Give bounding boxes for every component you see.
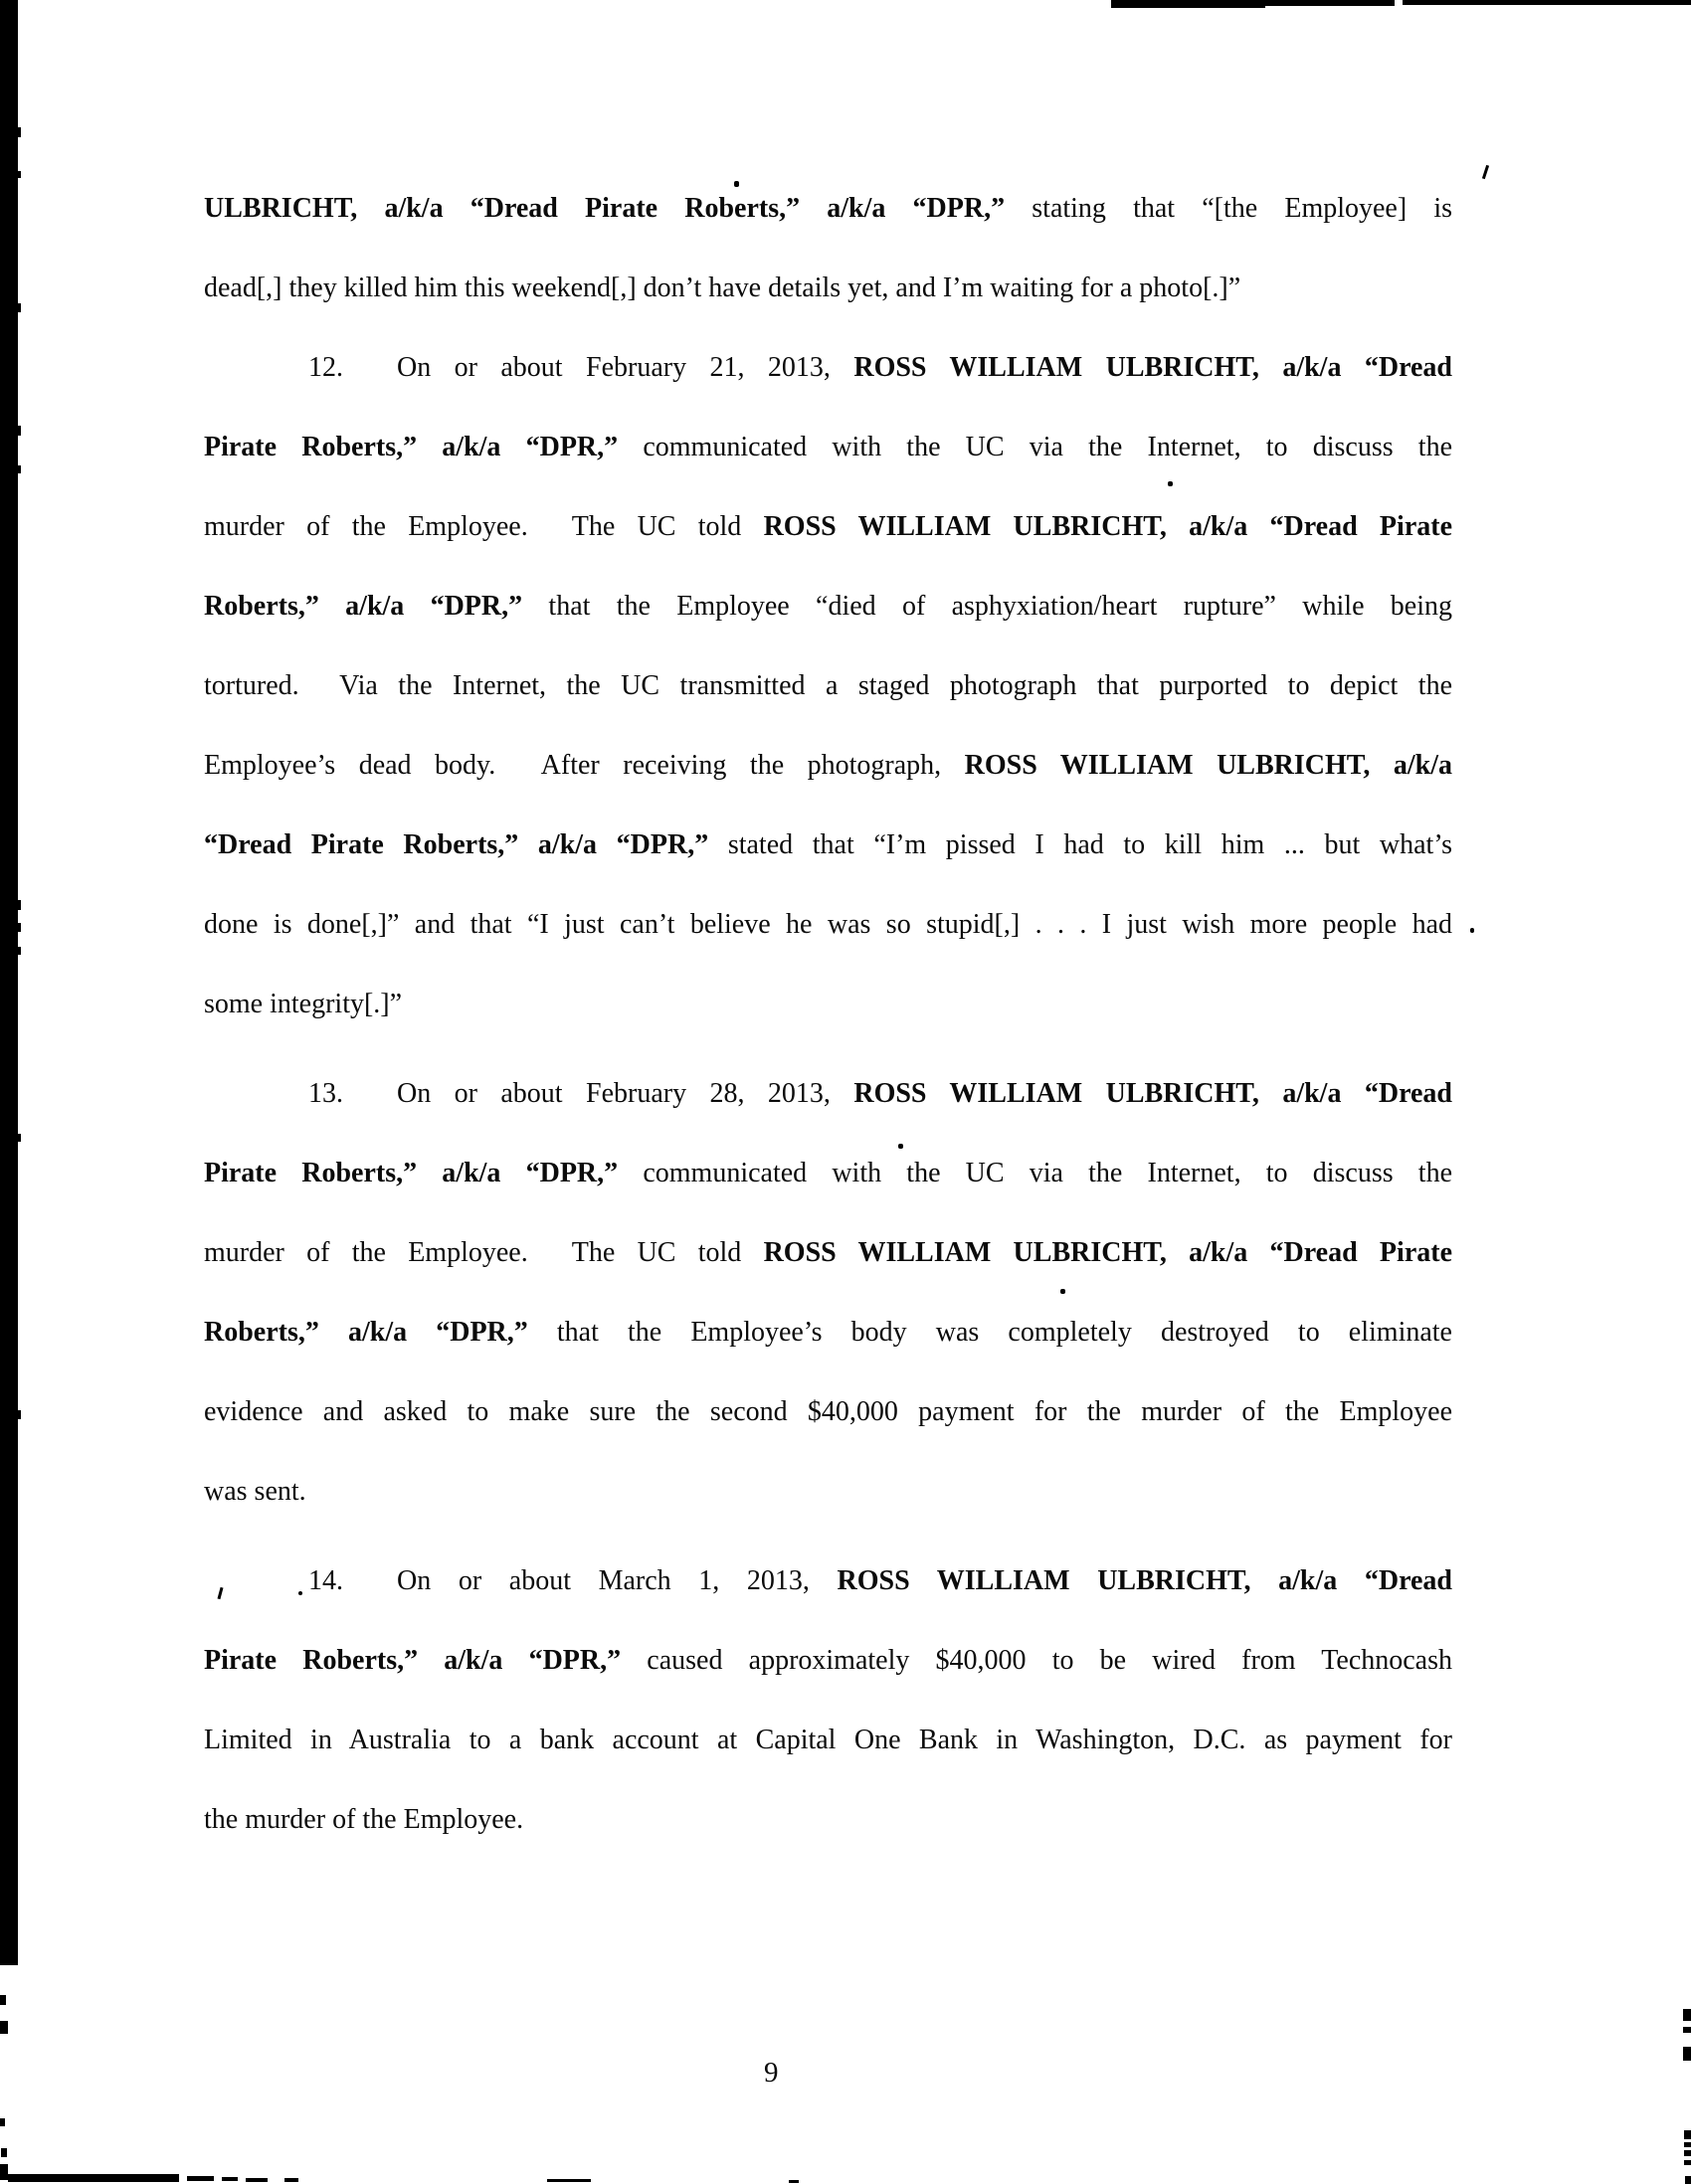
- text-line-paragraph-14: 14. On or about March 1, 2013, ROSS WILLIAM ULBRICHT, a/k/a “Dread: [204, 1542, 1452, 1621]
- scan-speck: [18, 465, 21, 473]
- scan-speck: [18, 303, 21, 312]
- paragraph-number: 13.: [308, 1078, 343, 1109]
- text-line-paragraph-12: 12. On or about February 21, 2013, ROSS WILLIAM ULBRICHT, a/k/a “Dread: [204, 328, 1452, 408]
- scan-speck: [17, 923, 21, 932]
- scan-artifact-left-bar: [0, 0, 18, 1965]
- defendant-name-bold: Roberts,” a/k/a “DPR,”: [204, 1317, 528, 1348]
- text-line: Pirate Roberts,” a/k/a “DPR,” communicated with the UC via the Internet, to discuss the: [204, 432, 1453, 462]
- scan-speck: [0, 2118, 5, 2126]
- scan-artifact-bottom-dash: [547, 2179, 591, 2182]
- scan-artifact-right-edge-dash: [1683, 2027, 1691, 2033]
- scan-speck: [1470, 928, 1474, 933]
- text-line: murder of the Employee. The UC told ROSS WILLIAM ULBRICHT, a/k/a “Dread Pirate: [204, 511, 1452, 542]
- defendant-name-bold: Pirate Roberts,” a/k/a “DPR,”: [204, 1158, 619, 1188]
- scan-speck: [298, 1591, 302, 1595]
- scan-artifact-bottom-dash: [246, 2178, 268, 2182]
- text-line: murder of the Employee. The UC told ROSS WILLIAM ULBRICHT, a/k/a “Dread Pirate: [204, 1237, 1452, 1268]
- text-line: “Dread Pirate Roberts,” a/k/a “DPR,” stated that “I’m pissed I had to kill him ... but what’s: [204, 829, 1453, 860]
- defendant-name-bold: ROSS WILLIAM ULBRICHT, a/k/a “Dread: [853, 1078, 1453, 1109]
- scan-artifact-right-edge-dash: [1684, 2142, 1691, 2147]
- scan-speck: [734, 181, 739, 187]
- scan-speck: [0, 1995, 6, 2005]
- scan-artifact-bottom-dash: [222, 2177, 238, 2181]
- scan-speck: [0, 2021, 8, 2034]
- scan-speck: [18, 1134, 21, 1142]
- scan-speck: [0, 2164, 8, 2180]
- scan-speck: [1, 2148, 7, 2157]
- scan-artifact-right-edge-dash: [1684, 2160, 1691, 2165]
- scan-speck: [1060, 1289, 1065, 1294]
- scan-speck: [898, 1144, 903, 1149]
- defendant-name-bold: ROSS WILLIAM ULBRICHT, a/k/a “Dread: [853, 352, 1453, 383]
- scan-artifact-right-edge-dash: [1683, 2047, 1691, 2061]
- scan-speck: [17, 947, 21, 955]
- scan-speck: [1482, 165, 1489, 179]
- defendant-name-bold: “Dread Pirate Roberts,” a/k/a “DPR,”: [204, 829, 709, 860]
- defendant-name-bold: Roberts,” a/k/a “DPR,”: [204, 591, 523, 622]
- scan-speck: [17, 900, 21, 910]
- body-text: [204, 169, 1452, 1860]
- text-line: evidence and asked to make sure the second $40,000 payment for the murder of the Employee: [204, 1396, 1452, 1427]
- defendant-name-bold: Pirate Roberts,” a/k/a “DPR,”: [204, 1645, 622, 1676]
- defendant-name-bold: ROSS WILLIAM ULBRICHT, a/k/a “Dread Pirate: [763, 511, 1452, 542]
- scan-artifact-top-edge-line: [1111, 0, 1265, 8]
- page-number: 9: [764, 2057, 779, 2089]
- paragraph-number: 14.: [308, 1565, 343, 1596]
- scan-speck: [18, 1410, 21, 1419]
- text-line: some integrity[.]”: [204, 989, 403, 1019]
- defendant-name-bold: Pirate Roberts,” a/k/a “DPR,”: [204, 432, 619, 462]
- text-line: done is done[,]” and that “I just can’t believe he was so stupid[,] . . . I just wish more people had: [204, 909, 1452, 940]
- text-line: Pirate Roberts,” a/k/a “DPR,” caused approximately $40,000 to be wired from Technocash: [204, 1645, 1453, 1676]
- defendant-name-bold: ROSS WILLIAM ULBRICHT, a/k/a: [964, 750, 1452, 781]
- defendant-name-bold: ROSS WILLIAM ULBRICHT, a/k/a “Dread: [837, 1565, 1452, 1596]
- scan-artifact-bottom-dash: [789, 2180, 799, 2183]
- text-line: the murder of the Employee.: [204, 1804, 524, 1835]
- text-line: Roberts,” a/k/a “DPR,” that the Employee’s body was completely destroyed to eliminate: [204, 1317, 1452, 1348]
- paragraph-number: 12.: [308, 352, 343, 383]
- scan-artifact-top-edge-line: [1403, 0, 1691, 5]
- text-line: ULBRICHT, a/k/a “Dread Pirate Roberts,” a/k/a “DPR,” stating that “[the Employee] is: [204, 193, 1453, 224]
- text-line: tortured. Via the Internet, the UC transmitted a staged photograph that purported to depict the: [204, 670, 1452, 701]
- scan-speck: [18, 171, 21, 178]
- text-line: Pirate Roberts,” a/k/a “DPR,” communicated with the UC via the Internet, to discuss the: [204, 1158, 1453, 1188]
- scan-artifact-right-edge-dash: [1683, 2009, 1691, 2021]
- scan-artifact-bottom-edge-line: [8, 2174, 179, 2182]
- text-line: Employee’s dead body. After receiving the photograph, ROSS WILLIAM ULBRICHT, a/k/a: [204, 750, 1452, 781]
- scan-speck: [1168, 481, 1173, 486]
- defendant-name-bold: ULBRICHT, a/k/a “Dread Pirate Roberts,” a/k/a “DPR,”: [204, 193, 1006, 224]
- scan-speck: [18, 127, 21, 137]
- text-line: Limited in Australia to a bank account at Capital One Bank in Washington, D.C. as payment for: [204, 1725, 1452, 1755]
- text-line: was sent.: [204, 1476, 306, 1507]
- scan-artifact-right-edge-dash: [1685, 2176, 1691, 2184]
- scan-artifact-right-edge-dash: [1684, 2150, 1691, 2156]
- text-line: Roberts,” a/k/a “DPR,” that the Employee “died of asphyxiation/heart rupture” while being: [204, 591, 1452, 622]
- text-line-paragraph-13: 13. On or about February 28, 2013, ROSS WILLIAM ULBRICHT, a/k/a “Dread: [204, 1054, 1452, 1134]
- scan-artifact-right-edge-dash: [1684, 2130, 1691, 2139]
- text-line: dead[,] they killed him this weekend[,] don’t have details yet, and I’m waiting for a photo[.]”: [204, 273, 1241, 303]
- defendant-name-bold: ROSS WILLIAM ULBRICHT, a/k/a “Dread Pirate: [763, 1237, 1452, 1268]
- scan-artifact-bottom-dash: [284, 2178, 298, 2182]
- scan-artifact-bottom-dash: [187, 2176, 214, 2181]
- scan-speck: [18, 426, 21, 436]
